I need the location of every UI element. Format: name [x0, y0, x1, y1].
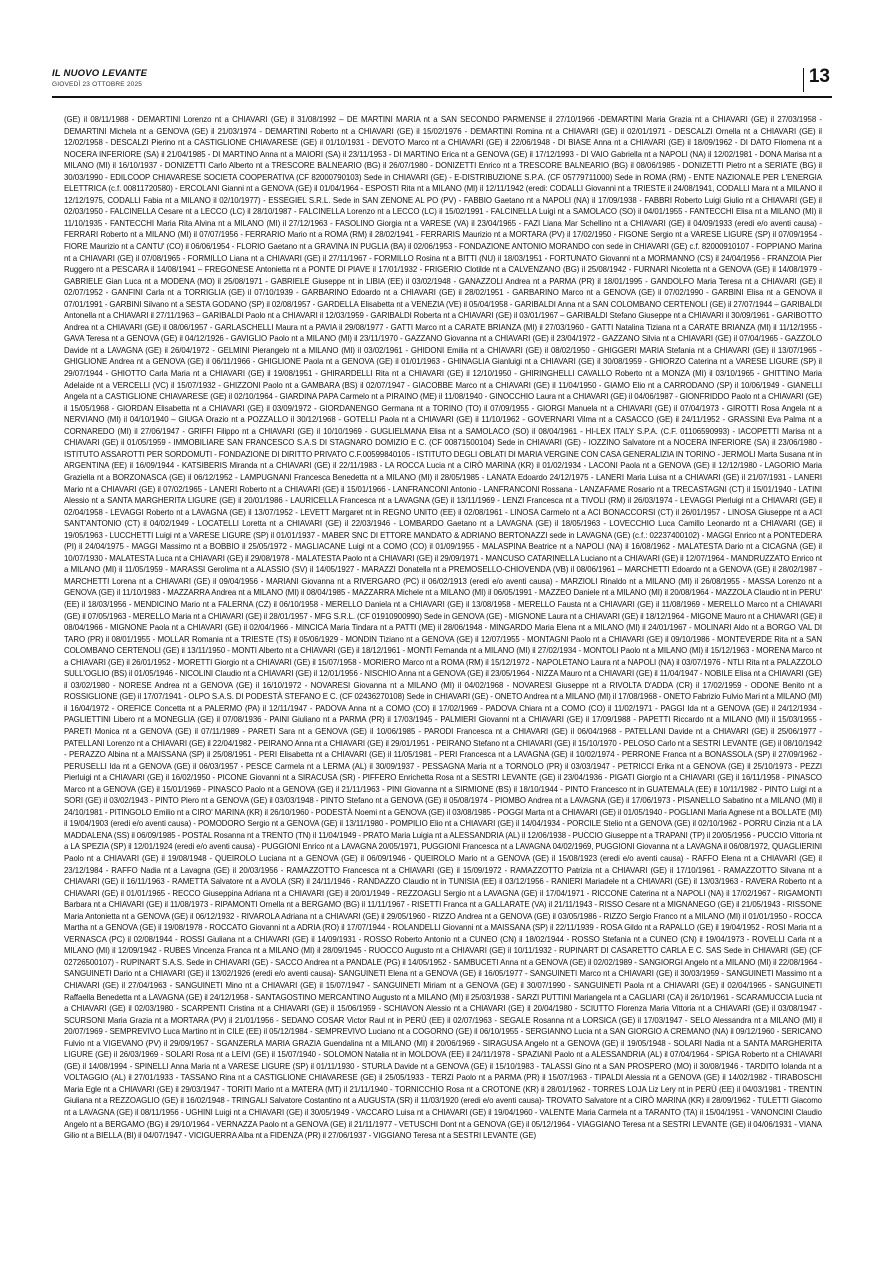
page-number-divider	[803, 68, 804, 92]
newspaper-logo: IL NUOVO LEVANTE	[52, 68, 148, 79]
masthead	[52, 64, 832, 98]
page-number: 13	[808, 66, 830, 87]
header-rule	[52, 96, 832, 98]
issue-date: GIOVEDÌ 23 OTTOBRE 2025	[52, 81, 143, 88]
notice-body-text: (GE) il 08/11/1988 - DEMARTINI Lorenzo nt a CHIAVARI (GE) il 31/08/1992 – DE MARTINI MARIA nt a SAN SECONDO PARMENSE il 27/10/1966 -DEMARTINI Maria Grazia nt a CHIAVARI (GE) il 27/03/1958 - DEMARTINI Michela nt a GENOVA (GE) il 21/03/1974 - DEMARTINI Roberto nt a CHIAVARI (GE) il 15/02/1976 - DEMARTINI Romina nt a CHIAVARI (GE) il 02/01/1971 - DESCALZI Ornella nt a CHIAVARI (GE) il 12/02/1958 - DESCALZI Pierino nt a CASTIGLIONE CHIAVARESE (GE) il 01/10/1931 - DEVOTO Marco nt a CHIAVARI (GE) il 22/06/1948 - DI BIASE Anna nt a CHIAVARI (GE) il 18/09/1962 - DI DATO Filomena nt a NOCERA INFERIORE (SA) il 21/04/1985 - DI MARTINO Anna nt a MAIORI (SA) il 23/11/1953 - DI MARTINO Erica nt a GENOVA (GE) il 17/12/1993 - DI VAIO Gabriella nt a NAPOLI (NA) il 12/02/1981 - DONA Marisa nt a MILANO (MI) il 16/10/1937 - DONIZETTI Carlo Alberto nt a TRESCORE BALNEARIO (BG) il 26/07/1980 - DONIZETTI Enrico nt a TRESCORE BALNEARIO (BG) il 08/06/1985 - DONIZETTI Pietro nt a SERIATE (BG) il 30/03/1990 - EDILCOOP CHIAVARESE SOCIETA COOPERATIVA (CF 82000790103) Sede in CHIAVARI (GE) - E-DISTRIBUZIONE S.P.A. (CF 05779711000) Sede in ROMA (RM) - ENTE NAZIONALE PER L'ENERGIA ELETTRICA (c.f. 00811720580) - ERCOLANI Gianni nt a GENOVA (GE) il 01/04/1964 - ESPOSTI Rita nt a MILANO (MI) il 12/11/1942 (eredi: CODALLI Giovanni nt a TRIESTE il 24/08/1941, CODALLI Mara nt a MILANO il 12/12/1975, CODALLI Fabia nt a MILANO il 02/10/1977) - ESSEGIEL S.R.L. Sede in SAN ZENONE AL PO (PV) - FABBIO Gaetano nt a NAPOLI (NA) il 17/09/1938 - FABBRI Roberto Luigi Giulio nt a CHIAVARI (GE) il 02/03/1950 - FALCINELLA Cesare nt a LECCO (LC) il 28/10/1987 - FALCINELLA Lorenzo nt a LECCO (LC) il 15/02/1991 - FALCINELLA Luigi nt a SAMOLACO (SO) il 04/01/1955 - FANTECCHI Elisa nt a MILANO (MI) il 11/10/1935 - FANTECCHI Maria Rita Alvina nt a MILANO (MI) il 27/12/1963 - FASOLINO Giorgia nt a VARESE (VA) il 23/04/1965 - FAZI Liana Mar Schellino nt a CHIAVARI (GE) il 04/09/1933 (eredi e/o aventi causa) - FERRARI Roberto nt a MILANO (MI) il 07/07/1956 - FERRARIO Mario nt a ROMA (RM) il 28/02/1941 - FERRARIS Maurizio nt a MORTARA (PV) il 17/02/1950 - FIGONE Sergio nt a VARESE LIGURE (SP) il 07/09/1954 - FIORE Maurizio nt a CANTU' (CO) il 06/06/1954 - FLORIO Gaetano nt a GRAVINA IN PUGLIA (BA) il 02/06/1953 - FONDAZIONE ANTONIO MORANDO con sede in CHIAVARI (GE) c.f. 82000910107 - FOPPIANO Marina nt a CHIAVARI (GE) il 07/08/1965 - FORMILLO Liana nt a CHIAVARI (GE) il 27/11/1967 - FORMILLO Rosina nt a BITTI (NU) il 18/03/1951 - FORTUNATO Giovanni nt a MORMANNO (CS) il 24/04/1956 - FRANZOIA Pier Ruggero nt a PESCARA il 14/08/1941 – FREGONESE Antonietta nt a PONTE DI PIAVE il 17/01/1932 - FRIGERIO Clotilde nt a CALVENZANO (BG) il 25/08/1942 - FURNARI Nicoletta nt a GENOVA (GE) il 14/08/1979 - GABRIELE Gian Luca nt a MODENA (MO) il 25/08/1971 - GABRIELE Giuseppe nt in LIBIA (EE) il 03/02/1948 - GANAZZOLI Andrea nt a PARMA (PR) il 18/01/1995 - GANDOLFO Maria Teresa nt a CHIAVARI (GE) il 02/07/1952 - GANFINI Carla nt a TORRIGLIA (GE) il 07/10/1939 - GARBARINO Edoardo nt a CHIAVARI (GE) il 28/02/1951 - GARBARINO Marco nt a GENOVA (GE) il 07/02/1990 - GARBINI Elisa nt a GENOVA il 07/01/1991 - GARBINI Silvano nt a SESTA GODANO (SP) il 02/08/1957 - GARDELLA Elisabetta nt a VENEZIA (VE) il 05/04/1958 - GARIBALDI Anna nt a SAN COLOMBANO CERTENOLI (GE) il 27/07/1944 – GARIBALDI Antonella nt a CHIAVARI il 27/11/1963 – GARIBALDI Paolo nt a CHIAVARI il 12/03/1959 - GARIBALDI Roberta nt a CHIAVARI (GE) il 03/01/1967 – GARIBALDI Stefano Giuseppe nt a CHIAVARI il 30/09/1961 - GARIBOTTO Andrea nt a CHIAVARI (GE) il 08/06/1957 - GARLASCHELLI Maura nt a PAVIA il 29/08/1977 - GATTI Marco nt a CARATE BRIANZA (MI) il 27/03/1960 - GATTI Natalina Tiziana nt a CARATE BRIANZA (MI) il 11/12/1955 - GAVA Teresa nt a GENOVA (GE) il 04/12/1926 - GAVIGLIO Paolo nt a MILANO (MI) il 23/11/1970 - GAZZANO Giovanna nt a CHIAVARI (GE) il 23/04/1972 - GAZZANO Silvia nt a CHIAVARI (GE) il 07/04/1965 - GAZZOLO Davide nt a LAVAGNA (GE) il 26/04/1972 - GELMINI Pierangelo nt a MILANO (MI) il 03/02/1961 - GHIDONI Emilia nt a CHIAVARI (GE) il 08/02/1950 - GHIGGERI MARIA Stefania nt a CHIAVARI (GE) il 13/07/1965 - GHIGLIONE Andrea nt a GENOVA (GE) il 06/11/1966 - GHIGLIONE Paola nt a GENOVA (GE) il 01/01/1963 - GHINAGLIA Gianluigi nt a CHIAVARI (GE) il 30/08/1959 - GHIORZO Caterina nt a VARESE LIGURE (SP) il 29/07/1944 - GHIOTTO Carla Maria nt a CHIAVARI (GE) il 19/08/1951 - GHIRARDELLI Rita nt a CHIAVARI (GE) il 12/10/1950 - GHIRINGHELLI CAVALLO Roberto nt a MONZA (MI) il 03/10/1965 - GHITTINO Maria Adelaide nt a VERCELLI (VC) il 15/07/1932 - GHIZZONI Paolo nt a GAMBARA (BS) il 02/07/1947 - GIACOBBE Marco nt a CHIAVARI (GE) il 11/04/1950 - GIAMO Elio nt a CARRODANO (SP) il 10/06/1949 - GIANELLI Angela nt a CASTIGLIONE CHIAVARESE (GE) il 02/10/1964 - GIARDINA PAPA Carmelo nt a PIRAINO (ME) il 11/08/1940 - GINOCCHIO Laura nt a CHIAVARI (GE) il 04/06/1987 - GIONFRIDDO Paolo nt a CHIAVARI (GE) il 15/05/1968 - GIORDAN Elisabetta nt a CHIAVARI (GE) il 03/09/1972 - GIORDANENGO Germana nt a TORINO (TO) il 07/09/1955 - GIORGI Manuela nt a CHIAVARI (GE) il 07/04/1973 - GIROTTI Rosa Angela nt a NERVIANO (MI) il 04/10/1940 – GIUGA Orazio nt a POZZALLO il 30/12/1968 - GOTELLI Paola nt a CHIAVARI (GE) il 11/10/1962 - GOVERNARI Vilma nt a CASACCO (GE) il 24/11/1952 - GRASSINI Eva Palma nt a CORNAREDO (MI) il 27/06/1947 - GRIFFI Filippo nt a CHIAVARI (GE) il 10/10/1969 - GUGLIELMANA Elisa nt a SAMOLACO (SO) il 08/04/1961 - HI-LEX ITALY S.P.A. (C.F. 01106590993) - IACOPETTI Marisa nt a CHIAVARI (GE) il 01/05/1959 - IMMOBILIARE SAN FRANCESCO S.A.S DI STAGNARO DOMIZIO E C. (CF 00871500104) Sede in CHIAVARI (GE) - IOZZINO Salvatore nt a NOCERA INFERIORE (SA) il 23/06/1980 - ISTITUTO ASSAROTTI PER SORDOMUTI - FONDAZIONE DI DIRITTO PRIVATO C.F.00599840105 - ISTITUTO DEGLI OBLATI DI MARIA VERGINE CON CASA GENERALIZIA IN TORINO - JERMOLI Marta Susana nt in ARGENTINA (EE) il 16/09/1944 - KATSIBERIS Miranda nt a CHIAVARI (GE) il 22/11/1983 - LA ROCCA Lucia nt a CIRÒ MARINA (KR) il 01/02/1934 - LACONI Paola nt a GENOVA (GE) il 12/12/1980 - LAGORIO Maria Graziella nt a BORZONASCA (GE) il 06/12/1952 - LAMPUGNANI Francesca Benedetta nt a MILANO (MI) il 28/05/1985 - LANATA Edoardo 24/12/1975 - LANERI Maria Luisa nt a CHIAVARI (GE) il 21/07/1931 - LANERI Mario nt a CHIAVARI (GE) il 07/02/1965 - LANERI Roberto nt a CHIAVARI (GE) il 15/01/1966 - LANFRANCONI Antonio - LANFRANCONI Rossana - LANZAFAME Rosario nt a TRECASTAGNI (CT) il 15/01/1940 - LATINI Alessio nt a SANTA MARGHERITA LIGURE (GE) il 20/01/1986 - LAURICELLA Francesca nt a LAVAGNA (GE) il 13/11/1969 - LENZI Francesca nt a TIVOLI (RM) il 26/03/1974 - LEVAGGI Pierluigi nt a CHIAVARI (GE) il 02/04/1958 - LEVAGGI Roberto nt a LAVAGNA (GE) il 13/07/1952 - LEVETT Margaret nt in REGNO UNITO (EE) il 02/08/1961 - LINOSA Carmelo nt a ACI BONACCORSI (CT) il 26/01/1957 - LINOSA Giuseppe nt a ACI SANT'ANTONIO (CT) il 04/02/1949 - LOCATELLI Loretta nt a CHIAVARI (GE) il 22/03/1946 - LOMBARDO Gaetano nt a LAVAGNA (GE) il 18/05/1963 - LOVECCHIO Luca Camillo Leonardo nt a CHIAVARI (GE) il 19/05/1963 - LUCCHETTI Luigi nt a VARESE LIGURE (SP) il 01/01/1937 - MABER SNC DI ETTORE MANDATO & ADRIANO BERTONAZZI sede in LAVAGNA (GE) (c.f.: 02237400102) - MAGGI Enrico nt a PONTEDERA (PI) il 24/04/1975 - MAGGI Massimo nt a BOBBIO il 25/05/1972 - MAGLIACANE Luigi nt a COMO (CO) il 01/09/1955 - MALASPINA Beatrice nt a NAPOLI (NA) il 16/08/1962 - MALATESTA Dario nt a CICAGNA (GE) il 10/07/1930 - MALATESTA Luca nt a CHIAVARI (GE) il 29/08/1978 - MALATESTA Paolo nt a CHIAVARI (GE) il 29/09/1971 - MANCUSO CATARINELLA Luciano nt a CHIAVARI (GE) il 12/07/1964 - MANDRUZZATO Enrico nt a MILANO (MI) il 11/05/1959 - MARASSI Gerolima nt a ALASSIO (SV) il 14/05/1927 - MARAZZI Donatella nt a PREMOSELLO-CHIOVENDA (VB) il 08/06/1961 – MARCHETTI Edoardo nt a GENOVA (GE) il 28/02/1987 - MARCHETTI Lorena nt a CHIAVARI (GE) il 09/04/1956 - MARIANI Giovanna nt a RIVERGARO (PC) il 06/02/1913 (eredi e/o aventi causa) - MARZIOLI Rinaldo nt a MILANO (MI) il 26/08/1955 - MASSA Lorenzo nt a GENOVA (GE) il 11/10/1983 - MAZZARRA Andrea nt a MILANO (MI) il 08/04/1985 - MAZZARRA Michele nt a MILANO (MI) il 06/05/1991 - MAZZEO Daniele nt a MILANO (MI) il 20/08/1964 - MAZZOLA Claudio nt in PERU' (EE) il 18/03/1956 - MENDICINO Mario nt a FALERNA (CZ) il 06/10/1958 - MERELLO Daniela nt a CHIAVARI (GE) il 13/08/1958 - MERELLO Fausta nt a CHIAVARI (GE) il 11/08/1969 - MERELLO Marco nt a CHIAVARI (GE) il 07/05/1963 - MERELLO Maria nt a CHIAVARI (GE) il 28/01/1957 - MFG S.R.L. (CF 01910900990) Sede in GENOVA (GE) - MIGNONE Laura nt a CHIAVARI (GE) il 18/12/1964 - MIGONE Mauro nt a CHIAVARI (GE) il 08/04/1966 - MIGNONE Paola nt a CHIAVARI (GE) il 02/04/1966 - MINCICA Maria Tindara nt a PATTI (ME) il 28/06/1948 - MINGARDO Maria Elena nt a MILANO (MI) il 24/01/1967 - MOLINARI Aldo nt a BORGO VAL DI TARO (PR) il 08/01/1955 - MOLLAR Romania nt a TRIESTE (TS) il 05/06/1929 - MONDIN Tiziano nt a GENOVA (GE) il 12/07/1955 - MONTAGNI Paolo nt a CHIAVARI (GE) il 09/10/1986 - MONTEVERDE Rita nt a SAN COLOMBANO CERTENOLI (GE) il 13/11/1950 - MONTI Alberto nt a CHIAVARI (GE) il 18/12/1961 - MONTI Fernanda nt a MILANO (MI) il 27/02/1934 - MONTOLI Paolo nt a MILANO (MI) il 15/12/1963 - MORENA Marco nt a CHIAVARI (GE) il 26/01/1952 - MORETTI Giorgio nt a CHIAVARI (GE) il 15/07/1958 - MORIERO Marco nt a ROMA (RM) il 15/12/1972 - NAPOLETANO Laura nt a NAPOLI (NA) il 03/07/1976 - NTLI Rita nt a PALAZZOLO SULL'OGLIO (BS) il 01/05/1946 - NICOLINI Claudio nt a CHIAVARI (GE) il 12/01/1956 - NISCHIO Anna nt a GENOVA (GE) il 23/05/1964 - NIZZA Mauro nt a CHIAVARI (GE) il 11/04/1947 - NOBILE Elisa nt a CHIAVARI (GE) il 03/02/1980 - NORESE Andrea nt a GENOVA (GE) il 16/10/1972 - NOVARESI Giovanna nt a MILANO (MI) il 04/02/1968 - NOVARESI Giuseppe nt a RIVOLTA D'ADDA (CR) il 17/02/1959 - ODONE Benito nt a ROSSIGLIONE (GE) il 17/07/1941 - OLPO S.A.S. DI PODESTÀ STEFANO E C. (CF 02436270108) Sede in CHIAVARI (GE) - ONETO Andrea nt a MILANO (MI) il 17/08/1968 - ONETO Fabrizio Fulvio Mari nt a MILANO (MI) il 16/04/1972 - OREFICE Concetta nt a PALERMO (PA) il 12/11/1947 - PADOVA Anna nt a COMO (CO) il 17/02/1969 - PADOVA Chiara nt a COMO (CO) il 11/02/1971 - PAGGI Ida nt a GENOVA (GE) il 24/12/1934 - PAGLIETTINI Libero nt a MONEGLIA (GE) il 07/08/1936 - PAINI Giuliano nt a PARMA (PR) il 17/03/1945 - PALMIERI Giovanni nt a CHIAVARI (GE) il 17/09/1988 - PAPETTI Riccardo nt a MILANO (MI) il 15/03/1955 - PARETI Monica nt a GENOVA (GE) il 07/11/1989 - PARETI Sara nt a GENOVA (GE) il 10/06/1985 - PARODI Francesca nt a CHIAVARI (GE) il 06/04/1968 - PATELLANI Davide nt a CHIAVARI (GE) il 25/06/1977 - PATELLANI Lorenzo nt a CHIAVARI (GE) il 22/04/1982 - PEIRANO Anna nt a CHIAVARI (GE) il 29/01/1951 - PEIRANO Stefano nt a CHIAVARI (GE) il 15/10/1970 - PELOSO Carlo nt a SESTRI LEVANTE (GE) il 08/10/1942 - PERAZZO Albina nt a MAISSANA (SP) il 25/08/1951 - PERI Elisabetta nt a CHIAVARI (GE) il 11/05/1981 - PERI Francesca nt a LAVAGNA (GE) il 10/02/1974 - PERRONE Franca nt a BONASSOLA (SP) il 27/09/1962 - PERUSELLI Ida nt a GENOVA (GE) il 06/03/1957 - PESCE Carmela nt a LERMA (AL) il 30/09/1937 - PESSAGNA Maria nt a TORNOLO (PR) il 03/03/1947 - PETRICCI Erika nt a GENOVA (GE) il 25/10/1973 - PEZZI Pierluigi nt a CHIAVARI (GE) il 16/02/1950 - PICONE Giovanni nt a SIRACUSA (SR) - PIFFERO Enrichetta Rosa nt a SESTRI LEVANTE (GE) il 23/04/1936 - PIGATI Giorgio nt a CHIAVARI (GE) il 16/11/1958 - PINASCO Marco nt a GENOVA (GE) il 15/01/1969 - PINASCO Paolo nt a GENOVA (GE) il 21/11/1963 - PINI Giovanna nt a SIRMIONE (BS) il 18/10/1944 - PINTO Francesco nt in GUATEMALA (EE) il 10/11/1982 - PINTO Luigi nt a SORI (GE) il 03/02/1943 - PINTO Piero nt a GENOVA (GE) il 03/03/1948 - PINTO Stefano nt a GENOVA (GE) il 05/08/1974 - PIOMBO Andrea nt a LAVAGNA (GE) il 17/06/1973 - PISANELLO Sabatino nt a MILANO (MI) il 24/10/1981 - PITINGOLO Emilio nt a CIRO' MARINA (KR) il 26/10/1960 - PODESTÀ Noemi nt a GENOVA (GE) il 03/08/1985 - POGGI Marta nt a CHIAVARI (GE) il 01/05/1940 - POGLIANI Maria Agnese nt a BOLLATE (MI) il 19/04/1903 (eredi e/o aventi causa) - POMODORO Sergio nt a GENOVA (GE) il 13/11/1980 - POMPILIO Elio nt a CHIAVARI (GE) il 14/04/1934 - PORCILE Stelio nt a GENOVA (GE) il 02/10/1962 - PORRU Cinzia nt a LA MADDALENA (SS) il 06/09/1985 - POSTAL Rosanna nt a TRENTO (TN) il 11/04/1949 - PRATO Maria Luigia nt a ALESSANDRIA (AL) il 12/06/1938 - PUCCIO Giuseppe nt a TRAPANI (TP) il 20/05/1956 - PUCCIO Vittoria nt a LA SPEZIA (SP) il 12/01/1924 (eredi e/o aventi causa) - PUGGIONI Enrico nt a LAVAGNA 20/05/1971, PUGGIONI Francesca nt a LAVAGNA 04/02/1969, PUGGIONI Giovanna nt a LAVAGNA il 06/08/1972, QUAGLIERINI Paolo nt a CHIAVARI (GE) il 19/08/1948 - QUEIROLO Luciana nt a GENOVA (GE) il 06/09/1946 - QUEIROLO Mario nt a GENOVA (GE) il 15/08/1923 (eredi e/o aventi causa) - RAFFO Elena nt a CHIAVARI (GE) il 23/12/1984 - RAFFO Nadia nt a Lavagna (GE) il 20/03/1956 - RAMAZZOTTO Francesca nt a CHIAVARI (GE) il 15/09/1972 - RAMAZZOTTO Patrizia nt a CHIAVARI (GE) il 17/10/1961 - RAMAZZOTTO Silvana nt a CHIAVARI (GE) il 16/11/1963 - RAMETTA Salvatore nt a AVOLA (SR) il 24/11/1946 - RANDAZZO Claudio nt in TUNISIA (EE) il 03/12/1956 - RANIERI Mariadele nt a CHIAVARI (GE) il 13/03/1963 - RAVERA Roberto nt a CHIAVARI (GE) il 01/01/1965 - RECCO Giuseppina Adriana nt a CHIAVARI (GE) il 20/01/1949 - REZZOAGLI Sergio nt a LAVAGNA (GE) il 17/04/1971 - RICCONE Caterina nt a NAPOLI (NA) il 17/02/1967 - RIGAMONTI Barbara nt a CHIAVARI (GE) il 11/08/1973 - RIPAMONTI Ornella nt a BERGAMO (BG) il 11/11/1967 - RISETTI Franca nt a GALLARATE (VA) il 21/11/1943 - RISSO Cesare nt a MIGNANEGO (GE) il 21/05/1943 - RISSONE Maria Antonietta nt a GENOVA (GE) il 06/12/1932 - RIVAROLA Adriana nt a CHIAVARI (GE) il 29/05/1960 - RIZZO Andrea nt a GENOVA (GE) il 03/05/1986 - RIZZO Sergio Franco nt a MILANO (MI) il 01/01/1950 - ROCCA Martha nt a GENOVA (GE) il 19/08/1978 - ROCCATO Giovanni nt a ADRIA (RO) il 17/07/1944 - ROLANDELLI Giovanni nt a MAISSANA (SP) il 22/11/1939 - ROSA Gildo nt a RAPALLO (GE) il 19/04/1952 - ROSI Maria nt a VERNASCA (PC) il 02/08/1944 - ROSSI Giuliana nt a CHIAVARI (GE) il 14/09/1931 - ROSSO Roberto Antonio nt a CUNEO (CN) il 18/02/1944 - ROSSO Stefania nt a CUNEO (CN) il 19/04/1973 - ROVELLI Carla nt a MILANO (MI) il 12/09/1942 - RUBES Vincenza Franca nt a MILANO (MI) il 28/09/1945 - RUOCCO Augusto nt a CHIAVARI (GE) il 10/11/1932 - RUPINART DI CASARETTO CARLA E C. SAS Sede in CHIAVARI (GE) (CF 02726500107) - RUPINART S.A.S. Sede in CHIAVARI (GE) - SACCO Andrea nt a PANDALE (PG) il 14/05/1952 - SAMBUCETI Anna nt a GENOVA (GE) il 02/02/1989 - SANGIORGI Angelo nt a MILANO (MI) il 22/08/1964 - SANGUINETI Dario nt a CHIAVARI (GE) il 13/02/1926 (eredi e/o aventi causa)- SANGUINETI Elena nt a GENOVA (GE) il 16/05/1977 - SANGUINETI Marco nt a CHIAVARI (GE) il 30/03/1959 - SANGUINETI Massimo nt a CHIAVARI (GE) il 27/04/1963 - SANGUINETI Mino nt a CHIAVARI (GE) il 15/07/1947 - SANGUINETI Miriam nt a GENOVA (GE) il 30/07/1990 - SANGUINETI Paola nt a CHIAVARI (GE) il 02/04/1965 - SANGUINETI Raffaella Benedetta nt a LAVAGNA (GE) il 24/12/1958 - SANTAGOSTINO MERCANTINO Augusto nt a MILANO (MI) il 25/03/1938 - SARZI PUTTINI Mariangela nt a CAGLIARI (CA) il 26/10/1961 - SCARAMUCCIA Lucia nt a CHIAVARI (GE) il 02/03/1980 - SCARPENTI Cristina nt a CHIAVARI (GE) il 15/06/1959 - SCHIAVON Alessio nt a CHIAVARI (GE) il 20/04/1980 - SCIUTTO Florenza Maria Vittoria nt a CHIAVARI (GE) il 03/08/1947 - SCURSONI Maria Grazia nt a MORTARA (PV) il 21/01/1956 - SEDANO COSAR Victor Raul nt in PERÙ (EE) il 02/07/1963 - SEGALE Rosanna nt a LORSICA (GE) il 17/03/1947 - SELO Alessandra nt a MILANO (MI) il 20/07/1969 - SEMPREVIVO Luca Martino nt in CILE (EE) il 05/12/1984 - SEMPREVIVO Luciano nt a COGORNO (GE) il 06/10/1955 - SERGIANNO Lucia nt a SAN GIORGIO A CREMANO (NA) il 09/12/1960 - SERICANO Fulvio nt a VIGEVANO (PV) il 29/09/1957 - SGANZERLA MARIA GRAZIA Guendalina nt a MILANO (MI) il 20/06/1969 - SIRAGUSA Angelo nt a GENOVA (GE) il 19/05/1948 - SOLARI Nadia nt a SANTA MARGHERITA LIGURE (GE) il 26/03/1969 - SOLARI Rosa nt a LEIVI (GE) il 15/07/1940 - SOLOMON Natalia nt in MOLDOVA (EE) il 24/11/1978 - SPAZIANI Paolo nt a ALESSANDRIA (AL) il 07/04/1964 - SPIGA Roberto nt a CHIAVARI (GE) il 14/08/1994 - SPINELLI Anna Maria nt a VARESE LIGURE (SP) il 01/11/1930 - STURLA Davide nt a GENOVA (GE) il 15/10/1983 - TALASSI Gino nt a SAN PROSPERO (MO) il 30/08/1946 - TARDITO Iolanda nt a VOLTAGGIO (AL) il 27/01/1933 - TASSANO Rina nt a CASTIGLIONE CHIAVARESE (GE) il 25/05/1933 - TERZI Paolo nt a PARMA (PR) il 15/07/1963 - TIPALDI Alessia nt a GENOVA (GE) il 14/02/1982 - TIRABOSCHI Maria Egle nt a CHIAVARI (GE) il 29/03/1947 - TORITI Mario nt a MATERA (MT) il 21/11/1940 - TORNICCHIO Rosa nt a CROTONE (KR) il 28/01/1962 - TORRES LOJA Liz Lery nt in PERÙ (EE) il 04/03/1981 - TRENTIN Giuliana nt a REZZOAGLIO (GE) il 16/02/1948 - TRINGALI Salvatore Costantino nt a AUGUSTA (SR) il 11/03/1920 (eredi e/o aventi causa)- TROVATO Salvatore nt a CIRÒ MARINA (KR) il 28/09/1962 - TULETTI Giacomo nt a LAVAGNA (GE) il 08/11/1956 - UGHINI Luigi nt a CHIAVARI (GE) il 30/05/1949 - VACCARO Luisa nt a CHIAVARI (GE) il 19/04/1960 - VALENTE Maria Carmela nt a TARANTO (TA) il 15/04/1951 - VANONCINI Claudio Angelo nt a BERGAMO (BG) il 29/10/1964 - VERNAZZA Paolo nt a GENOVA (GE) il 21/11/1977 - VETUSCHI Dont nt a GENOVA (GE) il 05/12/1964 - VIAGGIANO Teresa nt a SESTRI LEVANTE (GE) il 04/06/1931 - VIANA Gilio nt a BIELLA (BI) il 04/07/1947 - VICIGUERRA Alba nt a FIDENZA (PR) il 27/06/1937 - VIGGIANO Teresa nt a SESTRI LEVANTE (GE)	[64, 115, 822, 1141]
